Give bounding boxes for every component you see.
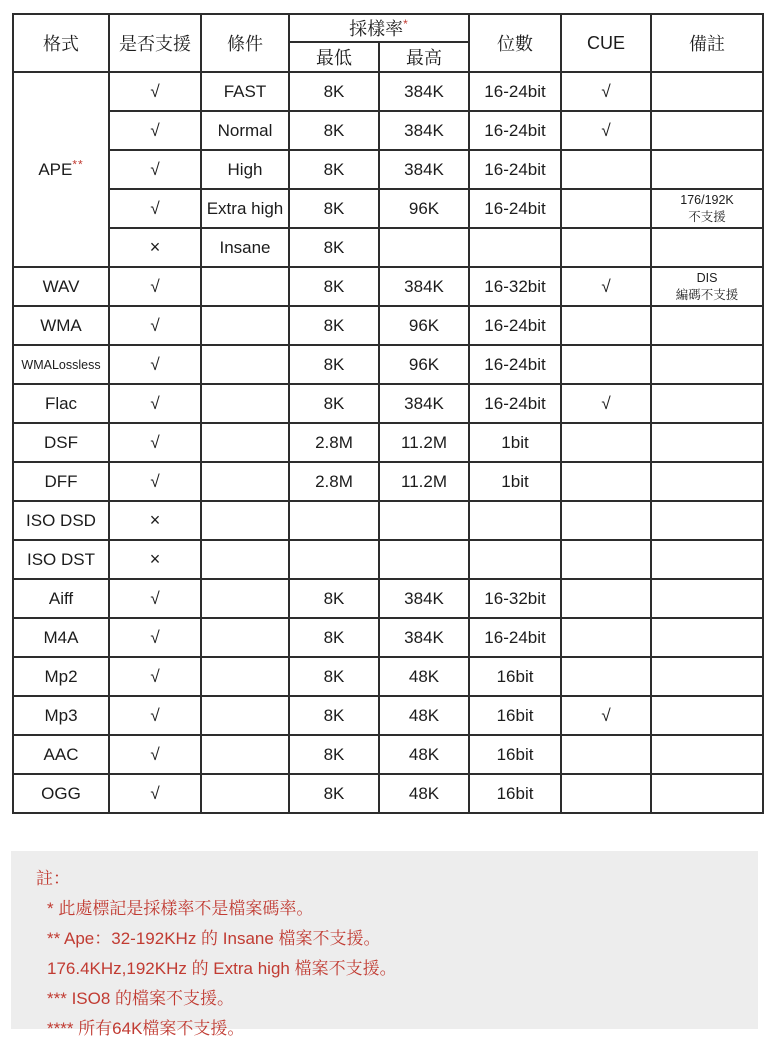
min-cell (289, 540, 379, 579)
format-cell (13, 774, 109, 813)
format-cell (13, 423, 109, 462)
cue-cell (561, 462, 651, 501)
table-row (13, 189, 763, 228)
remark-cell (651, 618, 763, 657)
max-cell (379, 540, 469, 579)
format-label: DSF (44, 432, 78, 452)
format-footnote-mark: ** (72, 156, 84, 171)
bits-cell: 16-24bit (469, 72, 561, 111)
max-cell: 96K (379, 306, 469, 345)
format-label: Flac (44, 393, 78, 413)
condition-cell (201, 774, 289, 813)
bits-cell: 16-24bit (469, 384, 561, 423)
cue-cell: √ (561, 384, 651, 423)
format-label: Mp3 (44, 705, 78, 725)
table-row (13, 696, 763, 735)
format-cell (13, 618, 109, 657)
format-label: WMA (40, 315, 82, 335)
table-row (13, 618, 763, 657)
footnotes-box (11, 851, 758, 1038)
bits-cell (469, 501, 561, 540)
bits-cell: 16-24bit (469, 111, 561, 150)
condition-cell (201, 384, 289, 423)
col-header-supported: 是否支援 (109, 14, 201, 72)
condition-cell (201, 618, 289, 657)
table-row (13, 423, 763, 462)
condition-cell (201, 267, 289, 306)
table-row (13, 657, 763, 696)
remark-cell (651, 735, 763, 774)
remark-cell (651, 345, 763, 384)
min-cell: 8K (289, 72, 379, 111)
cue-cell (561, 423, 651, 462)
format-cell (13, 267, 109, 306)
table-row (13, 306, 763, 345)
col-header-sample-rate (289, 14, 469, 42)
format-label: APE (38, 159, 73, 179)
remark-cell (651, 306, 763, 345)
format-cell (13, 501, 109, 540)
max-cell: 384K (379, 72, 469, 111)
condition-cell (201, 657, 289, 696)
supported-cell: √ (109, 735, 201, 774)
format-label: WMALossless (21, 357, 101, 372)
remark-cell (651, 150, 763, 189)
remark-cell (651, 540, 763, 579)
table-header (13, 14, 763, 72)
format-label: ISO DSD (26, 510, 96, 530)
table-row (13, 774, 763, 813)
max-cell: 48K (379, 696, 469, 735)
cue-cell (561, 150, 651, 189)
remark-cell (651, 384, 763, 423)
max-cell: 384K (379, 111, 469, 150)
bits-cell: 16bit (469, 774, 561, 813)
min-cell: 2.8M (289, 462, 379, 501)
max-cell (379, 501, 469, 540)
remark-cell (651, 111, 763, 150)
table-row (13, 579, 763, 618)
col-header-remark: 備註 (651, 14, 763, 72)
min-cell: 8K (289, 267, 379, 306)
max-cell: 384K (379, 150, 469, 189)
condition-cell (201, 579, 289, 618)
table-row (13, 345, 763, 384)
supported-cell: √ (109, 72, 201, 111)
cue-cell: √ (561, 111, 651, 150)
footnote-line-5: **** 所有64K檔案不支援。 (47, 1019, 245, 1038)
condition-cell: Normal (201, 111, 289, 150)
col-header-sample-rate-max: 最高 (379, 42, 469, 72)
bits-cell: 16-32bit (469, 579, 561, 618)
condition-cell (201, 696, 289, 735)
supported-cell: × (109, 540, 201, 579)
format-label: M4A (43, 627, 79, 647)
format-cell (13, 345, 109, 384)
footnote-line-4: *** ISO8 的檔案不支援。 (47, 989, 235, 1008)
supported-cell: √ (109, 657, 201, 696)
bits-cell (469, 540, 561, 579)
cue-cell: √ (561, 696, 651, 735)
format-cell (13, 306, 109, 345)
supported-cell: √ (109, 579, 201, 618)
bits-cell: 16-24bit (469, 306, 561, 345)
col-header-format: 格式 (13, 14, 109, 72)
bits-cell: 16-24bit (469, 618, 561, 657)
max-cell: 48K (379, 735, 469, 774)
condition-cell (201, 462, 289, 501)
format-label: OGG (41, 783, 81, 803)
supported-cell: √ (109, 150, 201, 189)
remark-cell (651, 72, 763, 111)
table-row (13, 540, 763, 579)
bits-cell (469, 228, 561, 267)
cue-cell (561, 579, 651, 618)
supported-cell: √ (109, 696, 201, 735)
cue-cell (561, 345, 651, 384)
condition-cell (201, 735, 289, 774)
remark-cell (651, 423, 763, 462)
cue-cell (561, 306, 651, 345)
format-cell (13, 579, 109, 618)
sample-rate-label: 採樣率 (349, 19, 404, 39)
max-cell: 11.2M (379, 423, 469, 462)
min-cell: 2.8M (289, 423, 379, 462)
table-row (13, 735, 763, 774)
max-cell: 48K (379, 774, 469, 813)
bits-cell: 16-24bit (469, 189, 561, 228)
remark-cell (651, 774, 763, 813)
supported-cell: √ (109, 774, 201, 813)
min-cell: 8K (289, 306, 379, 345)
cue-cell (561, 189, 651, 228)
remark-cell (651, 696, 763, 735)
footnote-line-3: 176.4KHz,192KHz 的 Extra high 檔案不支援。 (47, 959, 397, 978)
format-cell (13, 657, 109, 696)
format-support-table (12, 13, 764, 814)
cue-cell (561, 735, 651, 774)
bits-cell: 1bit (469, 462, 561, 501)
footnotes-title: 註： (36, 869, 70, 888)
table-row (13, 72, 763, 111)
format-label: DFF (44, 471, 78, 491)
format-cell (13, 384, 109, 423)
supported-cell: × (109, 228, 201, 267)
table-row (13, 228, 763, 267)
format-cell (13, 696, 109, 735)
sample-rate-footnote-mark: * (403, 17, 409, 31)
col-header-bit-depth: 位數 (469, 14, 561, 72)
format-cell (13, 540, 109, 579)
max-cell: 11.2M (379, 462, 469, 501)
remark-cell: DIS 編碼不支援 (651, 267, 763, 306)
min-cell: 8K (289, 618, 379, 657)
supported-cell: √ (109, 306, 201, 345)
min-cell: 8K (289, 657, 379, 696)
bits-cell: 16-32bit (469, 267, 561, 306)
min-cell (289, 501, 379, 540)
cue-cell (561, 501, 651, 540)
table-body (13, 72, 763, 813)
cue-cell (561, 774, 651, 813)
condition-cell: FAST (201, 72, 289, 111)
table-row (13, 267, 763, 306)
bits-cell: 16bit (469, 696, 561, 735)
min-cell: 8K (289, 189, 379, 228)
condition-cell: High (201, 150, 289, 189)
cue-cell: √ (561, 267, 651, 306)
condition-cell: Extra high (201, 189, 289, 228)
min-cell: 8K (289, 345, 379, 384)
table-row (13, 462, 763, 501)
table-row (13, 150, 763, 189)
bits-cell: 16bit (469, 735, 561, 774)
supported-cell: √ (109, 111, 201, 150)
condition-cell: Insane (201, 228, 289, 267)
condition-cell (201, 501, 289, 540)
condition-cell (201, 540, 289, 579)
footnote-line-2: ** Ape：32-192KHz 的 Insane 檔案不支援。 (47, 929, 381, 948)
cue-cell (561, 228, 651, 267)
format-label: ISO DST (26, 549, 95, 569)
remark-cell (651, 657, 763, 696)
min-cell: 8K (289, 228, 379, 267)
col-header-cue: CUE (561, 14, 651, 72)
cue-cell (561, 540, 651, 579)
remark-cell (651, 228, 763, 267)
table-row (13, 501, 763, 540)
format-label: Mp2 (44, 666, 78, 686)
col-header-sample-rate-min: 最低 (289, 42, 379, 72)
supported-cell: √ (109, 345, 201, 384)
supported-cell: √ (109, 384, 201, 423)
col-header-condition: 條件 (201, 14, 289, 72)
max-cell: 48K (379, 657, 469, 696)
bits-cell: 16-24bit (469, 345, 561, 384)
supported-cell: √ (109, 462, 201, 501)
format-label: Aiff (48, 588, 74, 608)
cue-cell (561, 657, 651, 696)
format-cell (13, 72, 109, 267)
min-cell: 8K (289, 150, 379, 189)
bits-cell: 16bit (469, 657, 561, 696)
remark-cell (651, 462, 763, 501)
min-cell: 8K (289, 735, 379, 774)
min-cell: 8K (289, 111, 379, 150)
max-cell: 384K (379, 579, 469, 618)
min-cell: 8K (289, 696, 379, 735)
format-cell (13, 735, 109, 774)
supported-cell: × (109, 501, 201, 540)
condition-cell (201, 306, 289, 345)
bits-cell: 1bit (469, 423, 561, 462)
supported-cell: √ (109, 618, 201, 657)
format-label: AAC (43, 744, 79, 764)
max-cell: 384K (379, 384, 469, 423)
table-row (13, 111, 763, 150)
format-support-sheet (0, 13, 770, 1041)
cue-cell (561, 618, 651, 657)
supported-cell: √ (109, 423, 201, 462)
supported-cell: √ (109, 267, 201, 306)
format-label: WAV (42, 276, 80, 296)
max-cell: 384K (379, 267, 469, 306)
format-cell (13, 462, 109, 501)
max-cell: 384K (379, 618, 469, 657)
bits-cell: 16-24bit (469, 150, 561, 189)
footnote-line-1: * 此處標記是採樣率不是檔案碼率。 (47, 899, 314, 918)
supported-cell: √ (109, 189, 201, 228)
cue-cell: √ (561, 72, 651, 111)
min-cell: 8K (289, 774, 379, 813)
remark-cell: 176/192K 不支援 (651, 189, 763, 228)
table-row (13, 384, 763, 423)
min-cell: 8K (289, 384, 379, 423)
remark-cell (651, 579, 763, 618)
remark-cell (651, 501, 763, 540)
max-cell (379, 228, 469, 267)
max-cell: 96K (379, 189, 469, 228)
max-cell: 96K (379, 345, 469, 384)
condition-cell (201, 423, 289, 462)
min-cell: 8K (289, 579, 379, 618)
condition-cell (201, 345, 289, 384)
